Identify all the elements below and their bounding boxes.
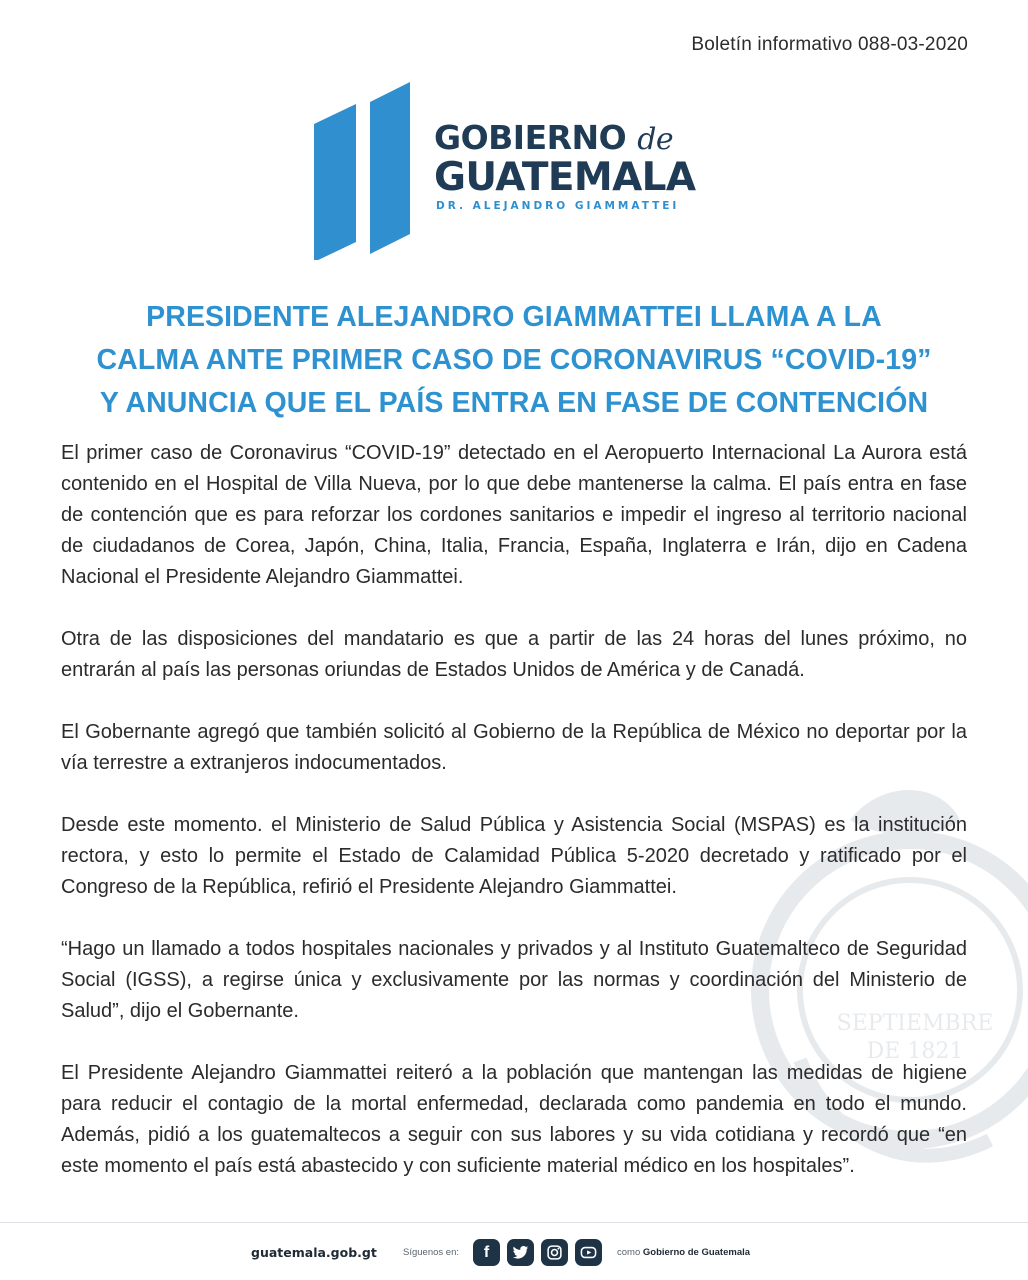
logo-line-gobierno bbox=[434, 120, 696, 158]
account-name: Gobierno de Guatemala bbox=[642, 1247, 751, 1258]
headline-line-2: CALMA ANTE PRIMER CASO DE CORONAVIRUS “COVID-19” bbox=[96, 344, 932, 376]
logo-wordmark bbox=[434, 120, 696, 212]
paragraph-2: Otra de las disposiciones del mandatario es que a partir de las 24 horas del lunes próximo, no entrarán al país las personas oriundas de Estados Unidos de América y de Canadá. bbox=[61, 628, 967, 681]
paragraph-3: El Gobernante agregó que también solicitó al Gobierno de la República de México no deportar por la vía terrestre a extranjeros indocumentados. bbox=[61, 721, 967, 774]
headline bbox=[40, 296, 988, 425]
como-prefix: como bbox=[617, 1247, 641, 1258]
account-handle bbox=[617, 1247, 750, 1258]
watermark-text-2: DE 1821 bbox=[866, 1039, 964, 1064]
paragraph-4: Desde este momento. el Ministerio de Salud Pública y Asistencia Social (MSPAS) es la institución rectora, y esto lo permite el Estado de Calamidad Pública 5-2020 decretado y ratificado por el Congreso de la República, refirió el Presidente Alejandro Giammattei. bbox=[61, 814, 967, 898]
paragraph-6: El Presidente Alejandro Giammattei reiteró a la población que mantengan las medidas de higiene para reducir el contagio de la mortal enfermedad, declarada como pandemia en todo el mundo. Además, pidió a los guatemaltecos a seguir con sus labores y su vida cotidiana y recordó que “en este momento el país está abastecido y con suficiente material médico en los hospitales”. bbox=[61, 1062, 967, 1177]
paragraph-5: “Hago un llamado a todos hospitales nacionales y privados y al Instituto Guatemalteco de Seguridad Social (IGSS), a regirse única y exclusivamente por las normas y coordinación del Ministerio de Salud”, dijo el Gobernante. bbox=[61, 938, 967, 1022]
article-body bbox=[61, 438, 967, 1213]
watermark-text-1: SEPTIEMBRE bbox=[836, 1011, 994, 1036]
logo-president-name: DR. ALEJANDRO GIAMMATTEI bbox=[436, 200, 680, 212]
headline-line-1: PRESIDENTE ALEJANDRO GIAMMATTEI LLAMA A LA bbox=[146, 301, 882, 333]
logo-gobierno: GOBIERNO bbox=[434, 118, 627, 157]
bulletin-number: Boletín informativo 088-03-2020 bbox=[691, 34, 968, 55]
facebook-icon[interactable]: f bbox=[473, 1239, 500, 1266]
footer bbox=[0, 1238, 1028, 1268]
government-logo bbox=[310, 80, 730, 260]
footer-divider bbox=[0, 1222, 1028, 1223]
follow-label: Síguenos en: bbox=[403, 1247, 459, 1258]
headline-line-3: Y ANUNCIA QUE EL PAÍS ENTRA EN FASE DE CONTENCIÓN bbox=[99, 387, 929, 419]
youtube-icon[interactable] bbox=[575, 1239, 602, 1266]
logo-guatemala: GUATEMALA bbox=[434, 155, 696, 200]
logo-bars-icon bbox=[310, 80, 420, 260]
paragraph-1: El primer caso de Coronavirus “COVID-19” detectado en el Aeropuerto Internacional La Aurora está contenido en el Hospital de Villa Nueva, por lo que debe mantenerse la calma. El país entra en fase de contención que es para reforzar los cordones sanitarios e impedir el ingreso al territorio nacional de ciudadanos de Corea, Japón, China, Italia, Francia, España, Inglaterra e Irán, dijo en Cadena Nacional el Presidente Alejandro Giammattei. bbox=[61, 442, 967, 588]
twitter-icon[interactable] bbox=[507, 1239, 534, 1266]
website-link[interactable]: guatemala.gob.gt bbox=[251, 1245, 377, 1260]
logo-de: de bbox=[637, 122, 674, 157]
instagram-icon[interactable] bbox=[541, 1239, 568, 1266]
